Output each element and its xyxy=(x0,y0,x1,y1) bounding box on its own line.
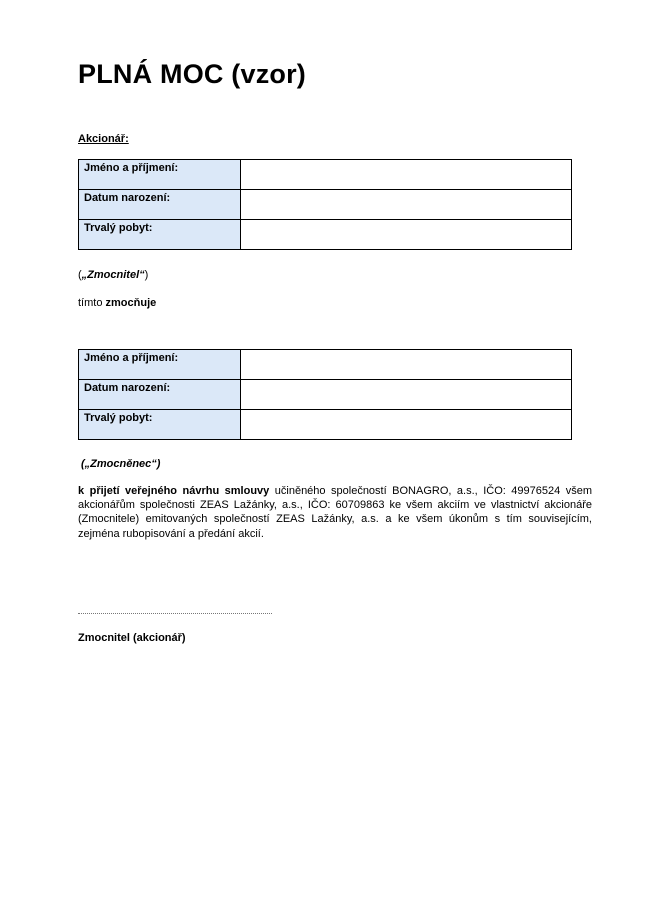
agent-designation xyxy=(81,457,160,471)
signature-line xyxy=(78,613,272,614)
table-row xyxy=(79,160,572,190)
agent-birthdate-label: Datum narození: xyxy=(79,380,241,410)
signature-label: Zmocnitel (akcionář) xyxy=(78,632,186,644)
agent-birthdate-field[interactable] xyxy=(241,380,572,410)
principal-designation-name: „Zmocnitel“ xyxy=(81,269,145,281)
authorization-rest: učiněného společností BONAGRO, a.s., IČO: 49976524 všem akcionářům společnosti ZEAS Lažánky, a.s., IČO: 60709863 ke všem akciím ve vlastnictví akcionáře (Zmocnitele) emitovaných společností ZEAS Lažánky, a.s. a ke všem úkonům s tím souvisejícím, zejména rubopisování a předání akcií. xyxy=(78,485,592,540)
principal-name-label: Jméno a příjmení: xyxy=(79,160,241,190)
table-row xyxy=(79,190,572,220)
authorization-text xyxy=(78,484,592,541)
principal-heading: Akcionář: xyxy=(78,133,129,145)
principal-birthdate-field[interactable] xyxy=(241,190,572,220)
principal-residence-field[interactable] xyxy=(241,220,572,250)
principal-table xyxy=(78,159,572,250)
principal-designation xyxy=(78,268,148,282)
authorization-lead: k přijetí veřejného návrhu smlouvy xyxy=(78,485,270,497)
agent-residence-field[interactable] xyxy=(241,410,572,440)
table-row xyxy=(79,220,572,250)
principal-name-field[interactable] xyxy=(241,160,572,190)
table-row xyxy=(79,350,572,380)
agent-designation-name: („Zmocněnec“) xyxy=(81,458,161,470)
table-row xyxy=(79,410,572,440)
document-title: PLNÁ MOC (vzor) xyxy=(78,59,306,89)
grant-lead: tímto xyxy=(78,297,106,309)
principal-birthdate-label: Datum narození: xyxy=(79,190,241,220)
paren-open: ( xyxy=(78,269,82,281)
principal-residence-label: Trvalý pobyt: xyxy=(79,220,241,250)
table-row xyxy=(79,380,572,410)
agent-name-field[interactable] xyxy=(241,350,572,380)
agent-name-label: Jméno a příjmení: xyxy=(79,350,241,380)
grant-statement xyxy=(78,296,156,310)
agent-table xyxy=(78,349,572,440)
paren-close: ) xyxy=(144,269,149,281)
agent-residence-label: Trvalý pobyt: xyxy=(79,410,241,440)
grant-verb: zmocňuje xyxy=(105,297,157,309)
